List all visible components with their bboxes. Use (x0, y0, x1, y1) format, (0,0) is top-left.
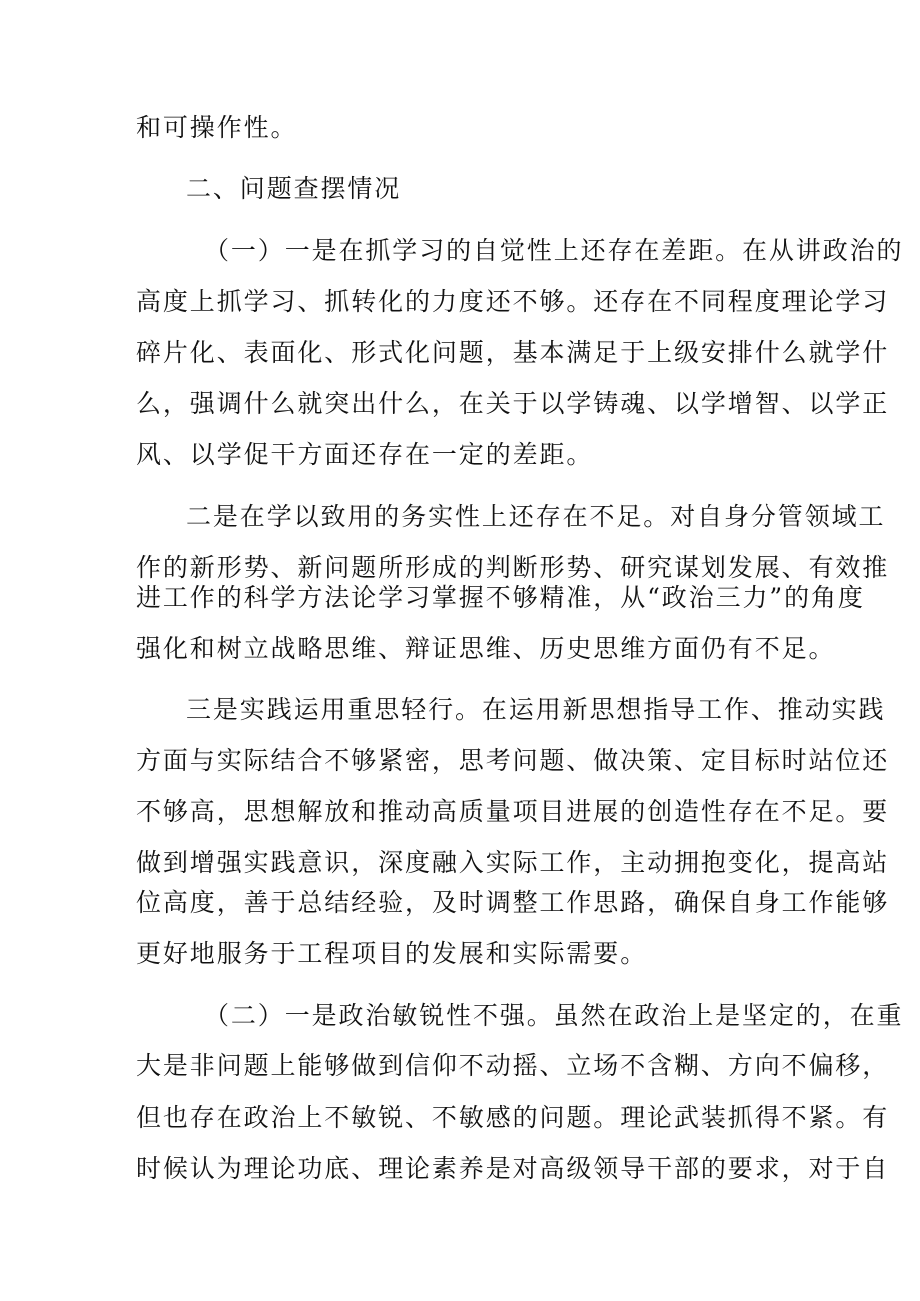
paragraph-3-line-4: 做到增强实践意识，深度融入实际工作，主动拥抱变化，提高站 (136, 848, 890, 877)
paragraph-3-line-6: 更好地服务于工程项目的发展和实际需要。 (136, 939, 648, 968)
paragraph-1-line-5: 风、以学促干方面还存在一定的差距。 (136, 440, 594, 469)
paragraph-4-line-4: 时候认为理论功底、理论素养是对高级领导干部的要求，对于自 (136, 1154, 890, 1183)
paragraph-1-line-2: 高度上抓学习、抓转化的力度还不够。还存在不同程度理论学习 (136, 287, 890, 316)
section-heading: 二、问题查摆情况 (186, 174, 402, 203)
paragraph-1-line-3: 碎片化、表面化、形式化问题，基本满足于上级安排什么就学什 (136, 338, 890, 367)
paragraph-1-line-4: 么，强调什么就突出什么，在关于以学铸魂、以学增智、以学正 (136, 389, 890, 418)
paragraph-2-line-4: 强化和树立战略思维、辩证思维、历史思维方面仍有不足。 (136, 634, 836, 663)
paragraph-4-line-3: 但也存在政治上不敏锐、不敏感的问题。理论武装抓得不紧。有 (136, 1103, 890, 1132)
paragraph-3-line-5: 位高度，善于总结经验，及时调整工作思路，确保自身工作能够 (136, 888, 890, 917)
paragraph-3-line-1: 三是实践运用重思轻行。在运用新思想指导工作、推动实践 (186, 695, 886, 724)
paragraph-2-line-3: 进工作的科学方法论学习掌握不够精准，从“政治三力”的角度 (136, 583, 865, 612)
paragraph-3-line-2: 方面与实际结合不够紧密，思考问题、做决策、定目标时站位还 (136, 746, 890, 775)
paragraph-2-line-2: 作的新形势、新问题所形成的判断形势、研究谋划发展、有效推 (136, 553, 890, 582)
paragraph-2-line-1: 二是在学以致用的务实性上还存在不足。对自身分管领域工 (186, 502, 886, 531)
text-line-continuation: 和可操作性。 (136, 113, 298, 142)
paragraph-4-line-1: （二）一是政治敏锐性不强。虽然在政治上是坚定的，在重 (204, 1001, 904, 1030)
paragraph-1-line-1: （一）一是在抓学习的自觉性上还存在差距。在从讲政治的 (204, 236, 904, 265)
paragraph-3-line-3: 不够高，思想解放和推动高质量项目进展的创造性存在不足。要 (136, 797, 890, 826)
paragraph-4-line-2: 大是非问题上能够做到信仰不动摇、立场不含糊、方向不偏移， (136, 1051, 890, 1080)
